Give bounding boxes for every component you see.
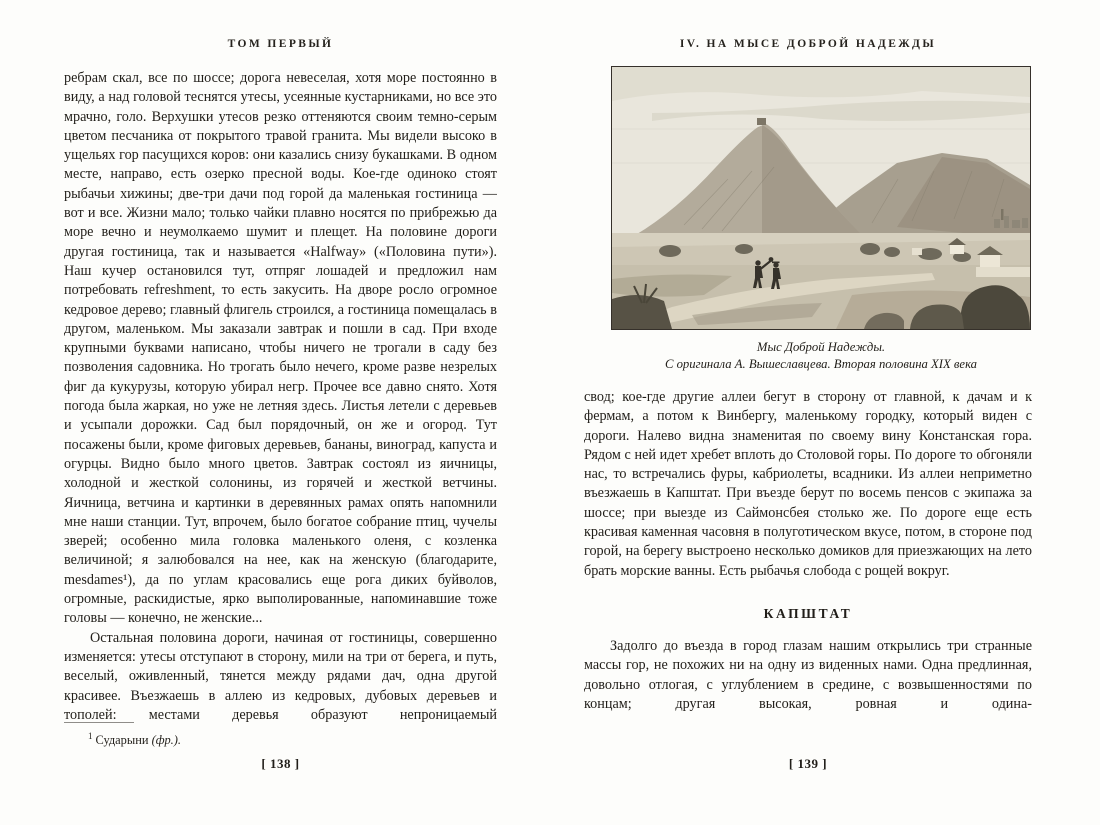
left-body-text (64, 69, 497, 725)
caption-line-1: Мыс Доброй Надежды. (756, 340, 886, 354)
right-body-text-top (584, 388, 1032, 581)
paragraph: Задолго до въезда в город глазам нашим открылись три странные массы гор, не похожих ни на одну из виденных нами. Одна предлинная, довольно отлогая, с углублением в средине, с возвышенностями по концам; другая высокая, ровная и одина- (584, 637, 1032, 712)
illustration-figure (611, 66, 1031, 373)
cape-of-good-hope-engraving-image (612, 67, 1030, 329)
left-page (64, 0, 497, 825)
footnote (64, 722, 497, 748)
paragraph: ребрам скал, все по шоссе; дорога невеселая, хотя море постоянно в виду, а над головой теснятся утесы, усеянные кустарниками, но все это мрачно, голо. Верхушки утесов резко оттеняются своим темно-серым цветом песчаника от покрытого травой гранита. Мы видели высоко в ущельях гор пасущихся коров: они казались снизу букашками. В одном месте, направо, есть озерко пресной воды. Кое-где одиноко стоят рыбачьи хижины; две-три дачи под горой да маленькая гостиница — вот и все. Жизни мало; только чайки плавно носятся по прибрежью да море вечно и неумолкаемо шумит и плещет. На половине дороги другая гостиница, так и называется «Halfway» («Половина пути»). Наш кучер остановился тут, отпряг лошадей и предложил нам потребовать refreshment, то есть закусить. На дворе росло огромное кедровое дерево; главный флигель строился, а гостиница помещалась в другом, маленьком. Мы заказали завтрак и пошли в сад. При входе крупными буквами написано, чтобы ничего не трогали в саду без позволения садовника. Но трогать было нечего, кроме разве незрелых фиг да кукурузы, которую убирал негр. Прочее все давно снято. Хотя погода была жаркая, но уже не летняя здесь. Листья летели с деревьев и усыпали дорожки. Сад был порядочный, он же и огород. Тут посажены были, кроме фиговых деревьев, бананы, виноград, капуста и огурцы. Видно было много цветов. Завтрак состоял из яичницы, холодной и жесткой солонины, из горячей и жесткой ветчины. Яичница, ветчина и картинки в деревянных рамах опять напомнили мне наши станции. Тут, впрочем, было богатое собрание птиц, чучелы зверей; особенно мила головка маленького оленя, с козленка величиной; я залюбовался на нее, как на женскую (благодарите, mesdames¹), да по углам красовались еще рога диких буйволов, огромные, раскидистые, ярко выполированные, напоминавшие тоже головы — конечно, не женские... (64, 70, 497, 627)
running-head-left: ТОМ ПЕРВЫЙ (227, 38, 334, 50)
engraving-frame (611, 66, 1031, 330)
footnote-marker: 1 (88, 731, 93, 741)
footnote-lang-note: (фр.). (151, 733, 182, 748)
section-heading: КАПШТАТ (763, 605, 853, 621)
right-page (584, 0, 1032, 825)
running-head-right: IV. НА МЫСЕ ДОБРОЙ НАДЕЖДЫ (679, 38, 937, 50)
page-number-left: [ 138 ] (261, 756, 300, 771)
right-body-text-bottom (584, 637, 1032, 714)
paragraph: Остальная половина дороги, начиная от гостиницы, совершенно изменяется: утесы отступают в сторону, мили на три от берега, и путь, веселый, оживленный, тянется между рядами дач, одна другой красивее. Въезжаешь в аллею из кедровых, дубовых деревьев и тополей: местами деревья образуют непроницаемый (64, 629, 497, 723)
paragraph: свод; кое-где другие аллеи бегут в сторону от главной, к дачам и к фермам, а потом к Винбергу, маленькому городку, который виден с дороги. Налево видна знаменитая по своему вину Констанская гора. Рядом с ней идет хребет вплоть до Столовой горы. По дороге то обгоняли нас, то встречались фуры, кабриолеты, всадники. Из аллеи неприметно въезжаешь в Капштат. При въезде берут по восемь пенсов с экипажа за шоссе; при выезде из Саймонсбея столько же. По дороге еще есть красивая каменная часовня в полуготическом вкусе, потом, в стороне под горой, на берегу выстроено несколько домиков для приезжающих на лето брать морские ванны. Есть рыбачья слобода с рощей вокруг. (584, 389, 1032, 579)
footnote-text (64, 728, 497, 748)
illustration-caption (611, 339, 1031, 373)
page-number-right: [ 139 ] (788, 756, 828, 771)
footnote-word: Сударыни (95, 733, 152, 748)
caption-line-2: С оригинала А. Вышеславцева. Вторая половина XIX века (664, 357, 978, 371)
footnote-rule (64, 722, 134, 723)
